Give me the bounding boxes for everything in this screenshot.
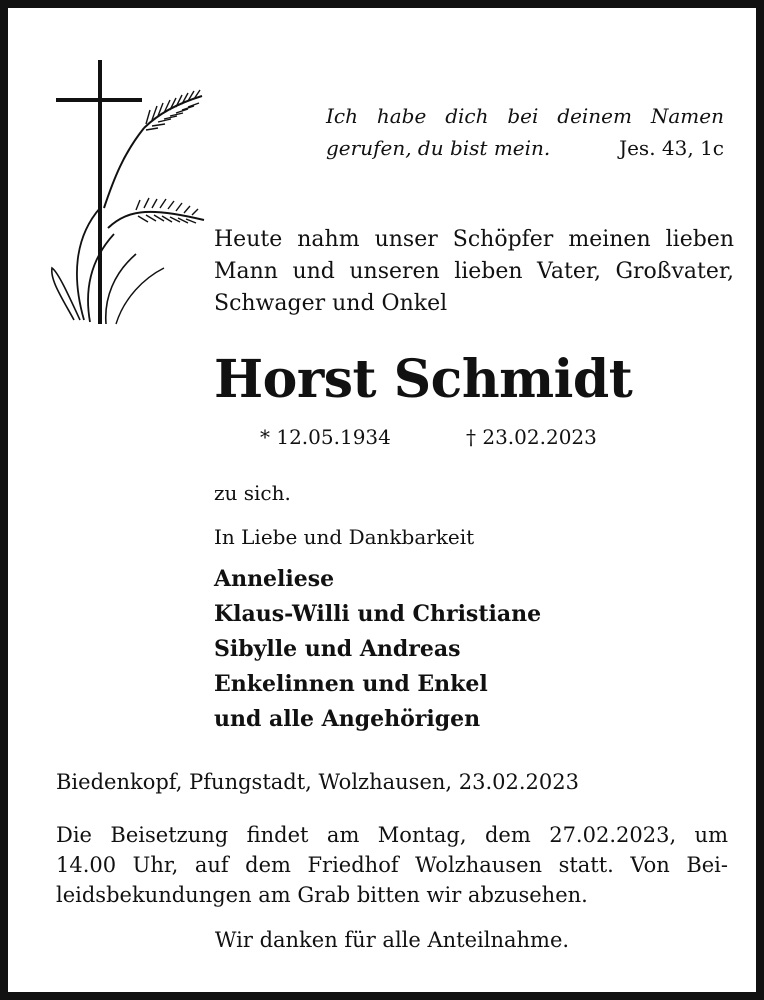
death-date: † 23.02.2023 [466,425,597,449]
mourner-name: und alle Angehörigen [214,706,481,732]
mourners-list [214,562,541,737]
mourner-name: Sibylle und Andreas [214,636,461,662]
mourner-name: Enkelinnen und Enkel [214,671,488,697]
verse-reference: Jes. 43, 1c [619,136,724,160]
verse-text: gerufen, du bist mein. [326,136,551,160]
funeral-info [56,820,728,910]
cross-wheat-icon [44,58,210,330]
verse-word: Namen [650,104,724,128]
intro-line: Schwager und Onkel [214,291,448,316]
verse-word: bei [507,104,539,128]
funeral-line: leidsbekundungen am Grab bitten wir abzusehen. [56,883,588,907]
thanks-line: Wir danken für alle Anteilnahme. [214,928,570,952]
closing-word: zu sich. [214,481,291,505]
mourner-name: Klaus-Willi und Christiane [214,601,542,627]
deceased-name: Horst Schmidt [214,349,633,410]
intro-text [214,224,734,320]
funeral-line: 14.00 Uhr, auf dem Friedhof Wolzhausen statt. Von Bei- [56,853,728,877]
birth-date: * 12.05.1934 [260,425,391,449]
bible-verse [326,100,724,164]
intro-line: Mann und unseren lieben Vater, Großvater, [214,259,734,284]
verse-line-2 [326,132,724,164]
intro-line: Heute nahm unser Schöpfer meinen lieben [214,227,734,252]
verse-word: habe [376,104,427,128]
place-date: Biedenkopf, Pfungstadt, Wolzhausen, 23.02.2023 [56,770,579,794]
verse-word: dich [445,104,489,128]
funeral-line: Die Beisetzung findet am Montag, dem 27.02.2023, um [56,823,728,847]
verse-word: deinem [557,104,632,128]
mourners-heading: In Liebe und Dankbarkeit [214,525,475,549]
verse-line-1 [326,100,724,132]
verse-word: Ich [326,104,358,128]
mourner-name: Anneliese [214,566,335,592]
